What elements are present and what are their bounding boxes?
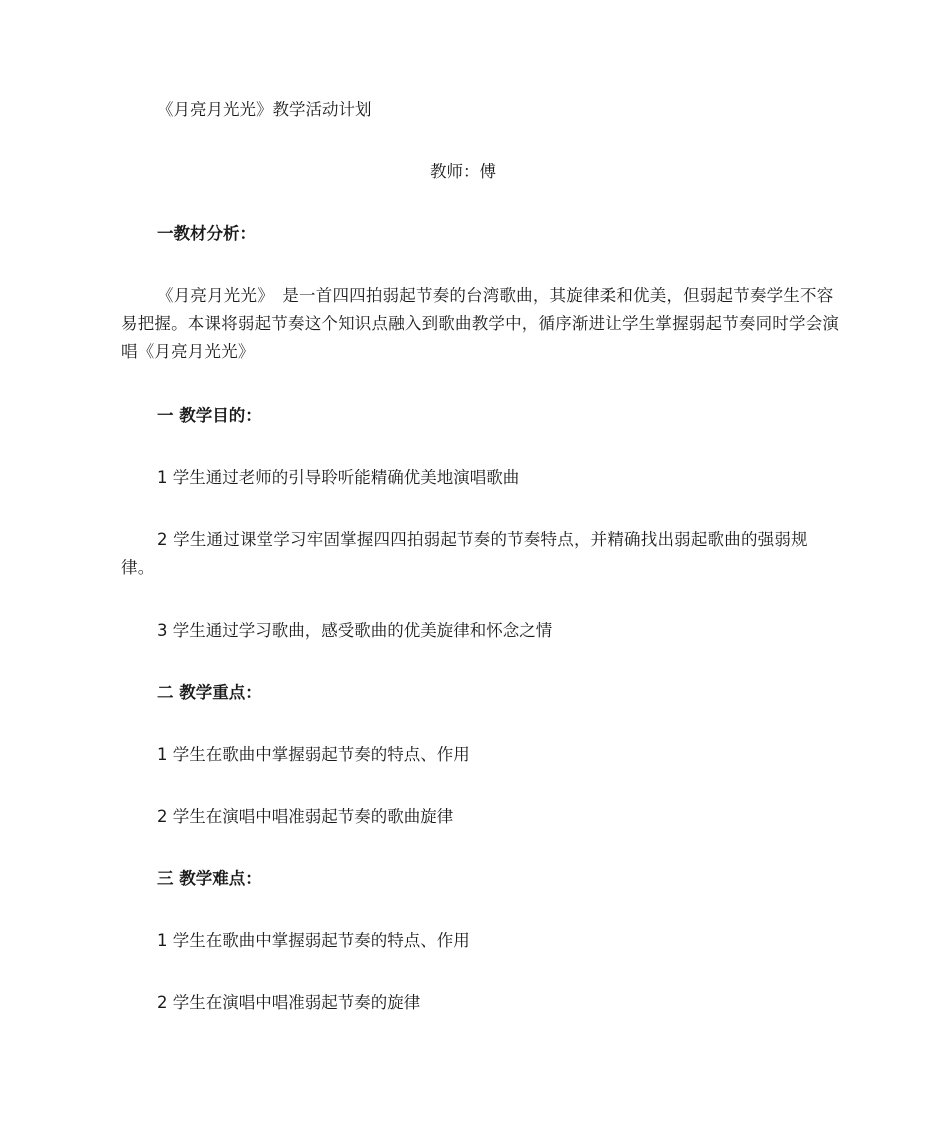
key-point-item: 2 学生在演唱中唱准弱起节奏的歌曲旋律 [157, 807, 454, 826]
document-title: 《月亮月光光》教学活动计划 [157, 100, 372, 119]
key-point-item: 1 学生在歌曲中掌握弱起节奏的特点、作用 [157, 745, 470, 764]
section-heading-key-points: 二 教学重点： [157, 683, 262, 702]
difficulty-item: 2 学生在演唱中唱准弱起节奏的旋律 [157, 993, 421, 1012]
section-heading-material-analysis: 一教材分析： [157, 224, 256, 243]
objective-item: 2 学生通过课堂学习牢固掌握四四拍弱起节奏的节奏特点，并精确找出弱起歌曲的强弱规律。 [121, 530, 808, 577]
section-heading-difficulties: 三 教学难点： [157, 869, 262, 888]
teacher-name: 教师：傅 [430, 162, 496, 181]
objective-item: 3 学生通过学习歌曲，感受歌曲的优美旋律和怀念之情 [157, 621, 553, 640]
objective-item: 1 学生通过老师的引导聆听能精确优美地演唱歌曲 [157, 468, 520, 487]
material-analysis-paragraph: 《月亮月光光》 是一首四四拍弱起节奏的台湾歌曲，其旋律柔和优美，但弱起节奏学生不容易把握。本课将弱起节奏这个知识点融入到歌曲教学中，循序渐进让学生掌握弱起节奏同时学会演唱《月亮月光光》 [121, 286, 840, 361]
section-heading-objectives: 一 教学目的： [157, 406, 262, 425]
difficulty-item: 1 学生在歌曲中掌握弱起节奏的特点、作用 [157, 931, 470, 950]
